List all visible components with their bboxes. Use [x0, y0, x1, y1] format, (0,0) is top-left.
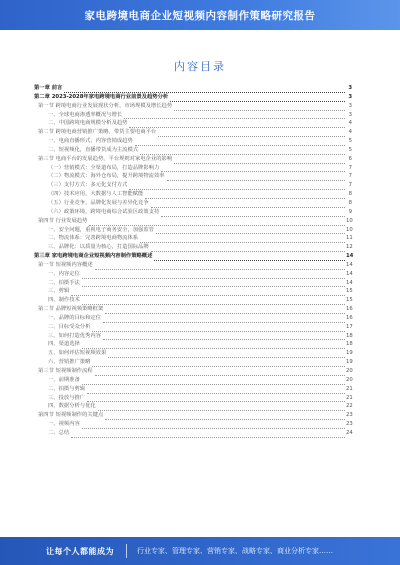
toc-entry-page: 24 [346, 429, 353, 436]
toc-entry[interactable] [34, 279, 352, 288]
toc-entry-title: 一、电商直播形式，内容营销成趋势 [48, 138, 133, 145]
toc-entry-title: 第一章 前言 [34, 85, 63, 91]
toc-entry-title: 一、全球电商渗透率概况与增长 [48, 111, 123, 118]
toc-entry-page: 14 [346, 253, 354, 260]
toc-entry-page: 18 [346, 332, 353, 339]
toc-entry[interactable] [34, 252, 352, 261]
toc-entry-page: 21 [346, 385, 353, 392]
toc-entry-title: 第三节 短视频制作流程 [38, 368, 93, 374]
table-of-contents [34, 84, 352, 524]
toc-entry-title: 第二章 2023-2028年家电跨境电商行业前景及趋势分析 [34, 93, 169, 100]
toc-entry-page: 7 [348, 173, 352, 180]
toc-entry-page: 8 [348, 191, 352, 198]
toc-entry[interactable] [34, 402, 352, 411]
toc-entry-title: 三、如何打造优秀内容 [48, 332, 101, 339]
toc-entry-page: 20 [346, 376, 353, 383]
footer-slogan: 让每个人都能成为 [46, 546, 114, 556]
toc-entry-page: 22 [346, 403, 353, 410]
toc-entry[interactable] [34, 181, 352, 190]
toc-entry-page: 10 [346, 226, 353, 233]
toc-entry[interactable] [34, 84, 352, 93]
toc-entry[interactable] [34, 332, 352, 341]
toc-entry-page: 21 [346, 394, 353, 401]
toc-entry[interactable] [34, 270, 352, 279]
toc-entry-page: 23 [346, 421, 353, 428]
toc-entry-page: 5 [348, 146, 352, 153]
toc-entry[interactable] [34, 323, 352, 332]
report-header [0, 0, 400, 30]
toc-entry[interactable] [34, 349, 352, 358]
toc-entry-title: （五）行业竞争，品牌化发展与差异化竞争 [48, 199, 149, 206]
toc-entry[interactable] [34, 217, 352, 226]
toc-entry-page: 3 [348, 111, 352, 118]
toc-entry-title: 二、中国跨境电商规模分析及趋势 [48, 120, 128, 127]
toc-entry[interactable] [34, 234, 352, 243]
footer-divider [126, 544, 127, 558]
toc-entry[interactable] [34, 287, 352, 296]
toc-entry[interactable] [34, 394, 352, 403]
toc-entry-title: 六、营销推广策略 [48, 359, 91, 366]
toc-entry-title: 五、如何评估短视频效果 [48, 350, 107, 357]
toc-entry[interactable] [34, 226, 352, 235]
toc-entry-page: 3 [348, 85, 352, 91]
toc-entry[interactable] [34, 296, 352, 305]
toc-entry-page: 10 [346, 217, 353, 224]
toc-heading: 内容目录 [174, 60, 226, 73]
toc-entry-title: 一、安全问题，重视电子商务安全，加强监管 [48, 226, 154, 233]
toc-entry-page: 4 [348, 129, 352, 136]
toc-entry-page: 23 [346, 412, 353, 419]
toc-entry[interactable] [34, 420, 352, 429]
toc-entry[interactable] [34, 367, 352, 376]
toc-entry[interactable] [34, 305, 352, 314]
toc-entry-title: 第一节 短视频内容概述 [38, 261, 93, 268]
report-footer [0, 537, 400, 565]
toc-entry-title: （三）支付方式：多元化支付方式 [48, 182, 128, 189]
toc-entry[interactable] [34, 340, 352, 349]
toc-entry-title: 三、品牌化：以质量为核心，打造国际品牌 [48, 244, 149, 251]
toc-entry[interactable] [34, 155, 352, 164]
toc-entry-title: 二、拍摄与剪辑 [48, 385, 86, 392]
toc-entry-page: 14 [346, 270, 353, 277]
toc-entry-page: 4 [348, 120, 352, 127]
toc-entry-title: 三、投放与推广 [48, 394, 86, 401]
toc-entry-page: 7 [348, 182, 352, 189]
toc-entry-title: 二、总结 [48, 429, 70, 436]
toc-entry-page: 11 [346, 235, 353, 242]
toc-entry-title: （二）物流模式：海外仓布局，提升跨境物流效率 [48, 173, 165, 180]
toc-entry-title: 第四节 短视频制作的关键点 [38, 412, 104, 419]
toc-entry-title: 一、内容定位 [48, 270, 80, 277]
toc-entry[interactable] [34, 146, 352, 155]
toc-entry-title: 二、拍摄手法 [48, 279, 80, 286]
toc-entry[interactable] [34, 376, 352, 385]
toc-entry-title: 第四节 行业发展趋势 [38, 217, 88, 224]
toc-entry-page: 15 [346, 288, 353, 295]
toc-entry-title: 二、目标受众分析 [48, 323, 91, 330]
toc-entry-title: 第一节 跨境电商行业发展现状分析，市场规模及增长趋势 [38, 102, 173, 109]
toc-entry[interactable] [34, 172, 352, 181]
toc-entry-page: 6 [348, 155, 352, 162]
toc-entry[interactable] [34, 119, 352, 128]
toc-entry-page: 12 [346, 244, 353, 251]
toc-entry-page: 7 [348, 164, 352, 171]
toc-entry-title: 一、视频内容 [48, 421, 80, 428]
toc-entry-title: 一、前期准备 [48, 376, 80, 383]
toc-entry-title: 四、数据分析与优化 [48, 403, 96, 410]
toc-entry[interactable] [34, 102, 352, 111]
toc-entry[interactable] [34, 429, 352, 438]
toc-entry-title: 二、短视频化，直播带货成为主流模式 [48, 146, 139, 153]
toc-entry-page: 19 [346, 350, 353, 357]
toc-entry-title: 三、剪辑 [48, 288, 70, 295]
footer-roles: 行业专家、管理专家、营销专家、战略专家、商业分析专家…… [137, 547, 333, 555]
toc-entry-title: 第三章 家电跨境电商企业短视频内容制作策略概述 [34, 253, 153, 260]
toc-entry[interactable] [34, 111, 352, 120]
toc-entry-page: 17 [346, 323, 353, 330]
toc-entry-title: 第二节 品牌短视频策略框架 [38, 306, 104, 313]
toc-entry[interactable] [34, 93, 352, 102]
toc-entry-page: 15 [346, 297, 353, 304]
toc-entry[interactable] [34, 164, 352, 173]
toc-entry[interactable] [34, 243, 352, 252]
toc-entry[interactable] [34, 208, 352, 217]
toc-entry-page: 9 [348, 208, 352, 215]
toc-entry-title: （四）技术应用，大数据与人工智能赋能 [48, 191, 144, 198]
toc-dot-leader [71, 431, 345, 438]
toc-entry[interactable] [34, 261, 352, 270]
toc-entry-title: 四、渠道选择 [48, 341, 80, 348]
toc-entry[interactable] [34, 314, 352, 323]
toc-entry-page: 16 [346, 314, 353, 321]
toc-entry[interactable] [34, 137, 352, 146]
toc-entry-page: 3 [348, 93, 352, 100]
toc-entry-title: 第三节 电商平台的发展趋势，平台规则对家电企业的影响 [38, 155, 173, 162]
toc-entry-title: 四、制作技术 [48, 297, 80, 304]
toc-entry-title: 第二节 跨境电商营销推广策略，带货主要电商平台 [38, 129, 157, 136]
toc-entry-title: 二、物流体系：完善跨境电商物流体系 [48, 235, 139, 242]
toc-entry[interactable] [34, 385, 352, 394]
toc-entry[interactable] [34, 411, 352, 420]
toc-entry-page: 5 [348, 138, 352, 145]
toc-entry[interactable] [34, 190, 352, 199]
toc-entry-page: 14 [346, 261, 353, 268]
report-title: 家电跨境电商企业短视频内容制作策略研究报告 [84, 9, 316, 22]
toc-entry-title: （一）营销模式：全渠道布局，打造品牌影响力 [48, 164, 160, 171]
toc-entry-page: 19 [346, 359, 353, 366]
toc-entry-title: （六）政策环境，跨境电商综合试验区政策支持 [48, 208, 160, 215]
toc-entry[interactable] [34, 199, 352, 208]
toc-entry[interactable] [34, 128, 352, 137]
toc-entry-page: 16 [346, 306, 353, 313]
toc-entry-page: 18 [346, 341, 353, 348]
toc-entry-page: 3 [348, 102, 352, 109]
toc-entry-page: 8 [348, 199, 352, 206]
toc-entry-page: 20 [346, 368, 353, 374]
toc-entry[interactable] [34, 358, 352, 367]
toc-entry-title: 一、品牌的目标和定位 [48, 314, 101, 321]
toc-entry-page: 14 [346, 279, 353, 286]
